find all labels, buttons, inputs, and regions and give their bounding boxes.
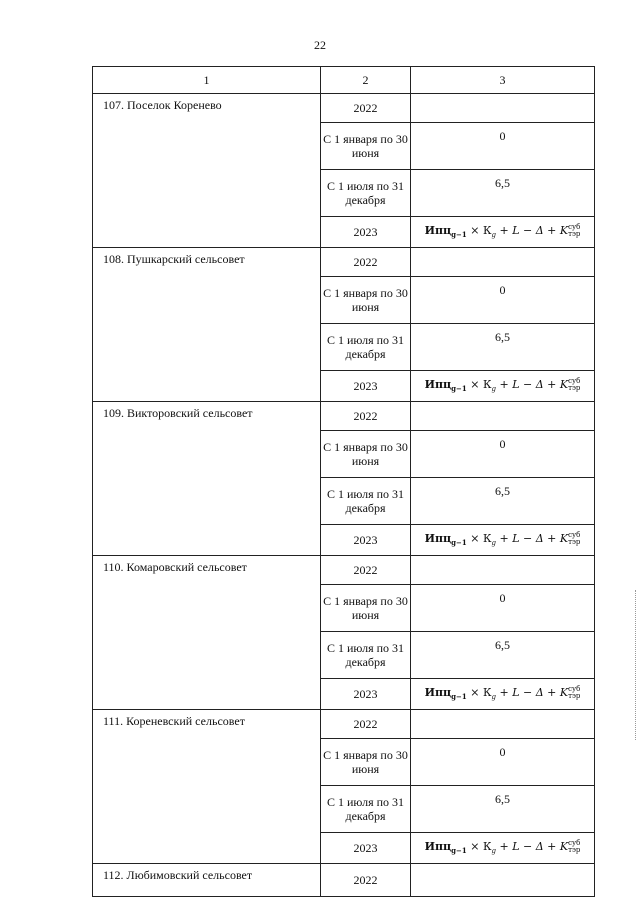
settlement-name: 108. Пушкарский сельсовет <box>93 248 321 402</box>
period-year-2: 2023 <box>321 679 411 710</box>
period-half-2: С 1 июля по 31 декабря <box>321 632 411 679</box>
tariff-formula: $Ипц_{g-1} \times К_g + L - \Delta$ + Kсуб тэр <box>424 684 581 701</box>
period-half-2: С 1 июля по 31 декабря <box>321 170 411 217</box>
settlement-name: 107. Поселок Коренево <box>93 94 321 248</box>
table-row <box>93 94 595 123</box>
period-year-1: 2022 <box>321 248 411 277</box>
table-row <box>93 248 595 277</box>
period-year-2: 2023 <box>321 833 411 864</box>
value-half-2: 6,5 <box>411 632 595 679</box>
value-formula <box>411 679 595 710</box>
header-col-2: 2 <box>321 67 411 94</box>
period-year-1: 2022 <box>321 402 411 431</box>
period-year-2: 2023 <box>321 525 411 556</box>
settlement-name: 111. Кореневский сельсовет <box>93 710 321 864</box>
value-formula <box>411 833 595 864</box>
period-year-2: 2023 <box>321 371 411 402</box>
header-col-1: 1 <box>93 67 321 94</box>
period-year-1: 2022 <box>321 556 411 585</box>
table-row <box>93 710 595 739</box>
period-year-2: 2023 <box>321 217 411 248</box>
table-row <box>93 556 595 585</box>
value-half-2: 6,5 <box>411 478 595 525</box>
period-half-2: С 1 июля по 31 декабря <box>321 324 411 371</box>
settlement-name: 112. Любимовский сельсовет <box>93 864 321 897</box>
period-half-1: С 1 января по 30 июня <box>321 123 411 170</box>
period-half-2: С 1 июля по 31 декабря <box>321 478 411 525</box>
tariff-table <box>92 66 595 897</box>
value-half-1: 0 <box>411 277 595 324</box>
table-row <box>93 864 595 897</box>
value-half-2: 6,5 <box>411 786 595 833</box>
value-half-2: 6,5 <box>411 170 595 217</box>
value-half-1: 0 <box>411 431 595 478</box>
value-half-1: 0 <box>411 123 595 170</box>
tariff-formula: $Ипц_{g-1} \times К_g + L - \Delta$ + Kсуб тэр <box>424 222 581 239</box>
header-col-3: 3 <box>411 67 595 94</box>
period-year-1: 2022 <box>321 864 411 897</box>
period-year-1: 2022 <box>321 94 411 123</box>
tariff-formula: $Ипц_{g-1} \times К_g + L - \Delta$ + Kсуб тэр <box>424 376 581 393</box>
period-half-1: С 1 января по 30 июня <box>321 585 411 632</box>
period-half-1: С 1 января по 30 июня <box>321 277 411 324</box>
value-half-1: 0 <box>411 739 595 786</box>
value-empty <box>411 710 595 739</box>
header-row <box>93 67 595 94</box>
table-row <box>93 402 595 431</box>
page-number: 22 <box>314 38 326 52</box>
period-half-1: С 1 января по 30 июня <box>321 431 411 478</box>
tariff-formula: $Ипц_{g-1} \times К_g + L - \Delta$ + Kсуб тэр <box>424 530 581 547</box>
period-year-1: 2022 <box>321 710 411 739</box>
scan-edge-mark <box>634 590 636 740</box>
value-half-1: 0 <box>411 585 595 632</box>
tariff-formula: $Ипц_{g-1} \times К_g + L - \Delta$ + Kсуб тэр <box>424 838 581 855</box>
value-formula <box>411 217 595 248</box>
settlement-name: 109. Викторовский сельсовет <box>93 402 321 556</box>
value-empty <box>411 94 595 123</box>
value-half-2: 6,5 <box>411 324 595 371</box>
value-empty <box>411 864 595 897</box>
settlement-name: 110. Комаровский сельсовет <box>93 556 321 710</box>
period-half-1: С 1 января по 30 июня <box>321 739 411 786</box>
period-half-2: С 1 июля по 31 декабря <box>321 786 411 833</box>
value-empty <box>411 248 595 277</box>
value-empty <box>411 556 595 585</box>
value-formula <box>411 371 595 402</box>
value-empty <box>411 402 595 431</box>
value-formula <box>411 525 595 556</box>
